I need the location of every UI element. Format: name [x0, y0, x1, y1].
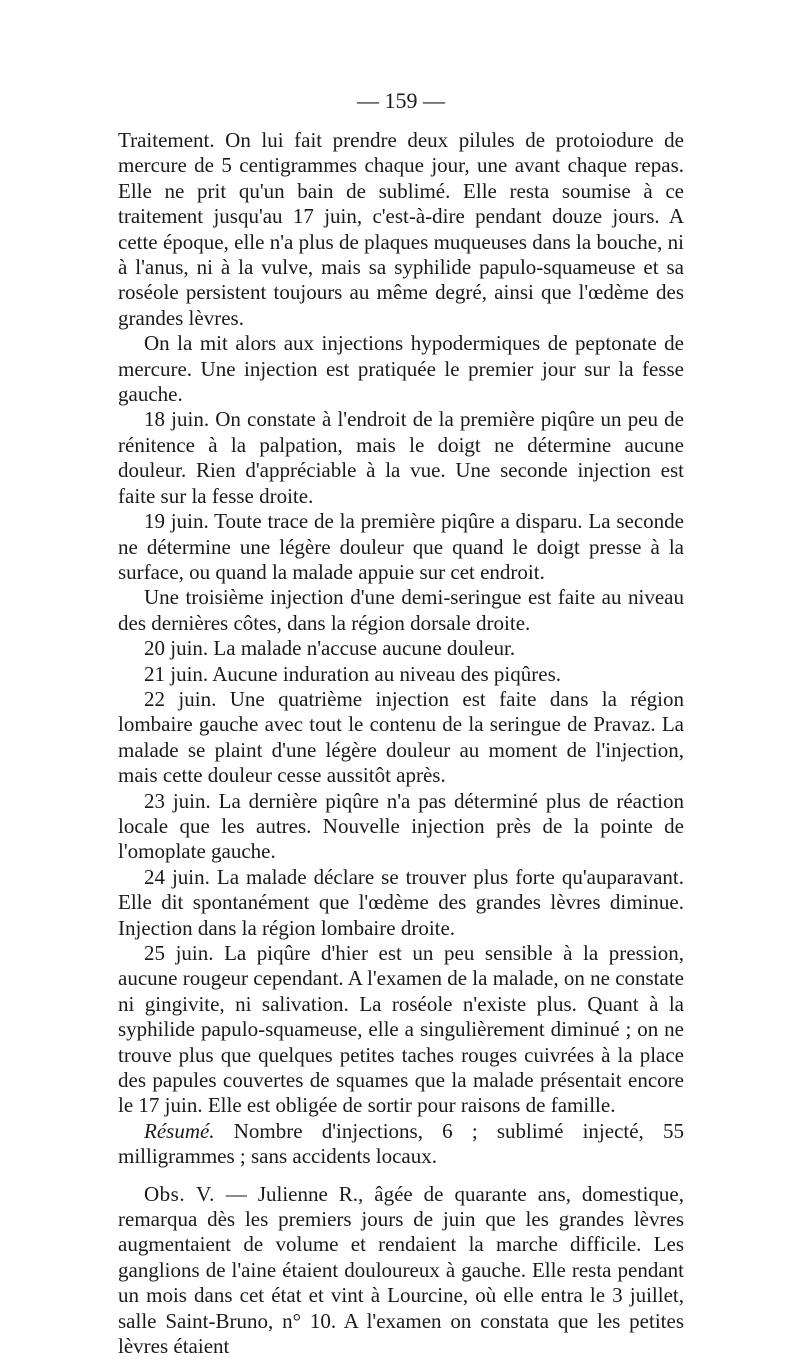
paragraph-injections: On la mit alors aux injections hypodermiques de peptonate de mercure. Une injection est pratiquée le premier jour sur la fesse gauche.	[118, 331, 684, 407]
observation-text: — Julienne R., âgée de quarante ans, domestique, remarqua dès les premiers jours de juin que les grandes lèvres augmentaient de volume et rendaient la marche difficile. Les ganglions de l'aine étaient douloureux à gauche. Elle resta pendant un mois dans cet état et vint à Lourcine, où elle entra le 3 juillet, salle Saint-Bruno, n° 10. A l'examen on constata que les petites lèvres étaient	[118, 1181, 685, 1359]
page-number: — 159 —	[357, 88, 445, 113]
paragraph-21-juin: 21 juin. Aucune induration au niveau des piqûres.	[144, 661, 561, 686]
observation-label: Obs. V.	[144, 1181, 215, 1206]
paragraph-traitement: Traitement. On lui fait prendre deux pilules de protoiodure de mercure de 5 centigrammes chaque jour, une avant chaque repas. Elle ne prit qu'un bain de sublimé. Elle resta soumise à ce traitement jusqu'au 17 juin, c'est-à-dire pendant douze jours. A cette époque, elle n'a plus de plaques muqueuses dans la bouche, ni à l'anus, ni à la vulve, mais sa syphilide papulo-squameuse et sa roséole persistent toujours au même degré, ainsi que l'œdème des grandes lèvres.	[118, 128, 684, 330]
paragraph-20-juin: 20 juin. La malade n'accuse aucune douleur.	[144, 636, 516, 661]
summary-text: Nombre d'injections, 6 ; sublimé injecté, 55 milligrammes ; sans accidents locaux.	[118, 1118, 684, 1169]
paragraph-troisieme-injection: Une troisième injection d'une demi-seringue est faite au niveau des dernières côtes, dans la région dorsale droite.	[118, 585, 684, 635]
summary-paragraph	[118, 1119, 684, 1170]
summary-label: Résumé.	[144, 1118, 215, 1143]
paragraph-25-juin: 25 juin. La piqûre d'hier est un peu sensible à la pression, aucune rougeur cependant. A l'examen de la malade, on ne constate ni gingivite, ni salivation. La roséole n'existe plus. Quant à la syphilide papulo-squameuse, elle a singulièrement diminué ; on ne trouve plus que quelques petites taches rouges cuivrées à la place des papules couvertes de squames que la malade présentait encore le 17 juin. Elle est obligée de sortir pour raisons de famille.	[118, 941, 684, 1118]
paragraph-18-juin: 18 juin. On constate à l'endroit de la première piqûre un peu de rénitence à la palpation, mais le doigt ne détermine aucune douleur. Rien d'appréciable à la vue. Une seconde injection est faite sur la fesse droite.	[118, 407, 684, 508]
paragraph-22-juin: 22 juin. Une quatrième injection est faite dans la région lombaire gauche avec tout le contenu de la seringue de Pravaz. La malade se plaint d'une légère douleur au moment de l'injection, mais cette douleur cesse aussitôt après.	[118, 686, 684, 788]
paragraph-23-juin: 23 juin. La dernière piqûre n'a pas déterminé plus de réaction locale que les autres. Nouvelle injection près de la pointe de l'omoplate gauche.	[118, 788, 684, 864]
paragraph-19-juin: 19 juin. Toute trace de la première piqûre a disparu. La seconde ne détermine une légère douleur que quand le doigt presse à la surface, ou quand la malade appuie sur cet endroit.	[118, 509, 684, 584]
paragraph-24-juin: 24 juin. La malade déclare se trouver plus forte qu'auparavant. Elle dit spontanément que l'œdème des grandes lèvres diminue. Injection dans la région lombaire droite.	[118, 864, 684, 940]
page-body	[118, 128, 684, 1360]
observation-paragraph	[118, 1182, 684, 1360]
